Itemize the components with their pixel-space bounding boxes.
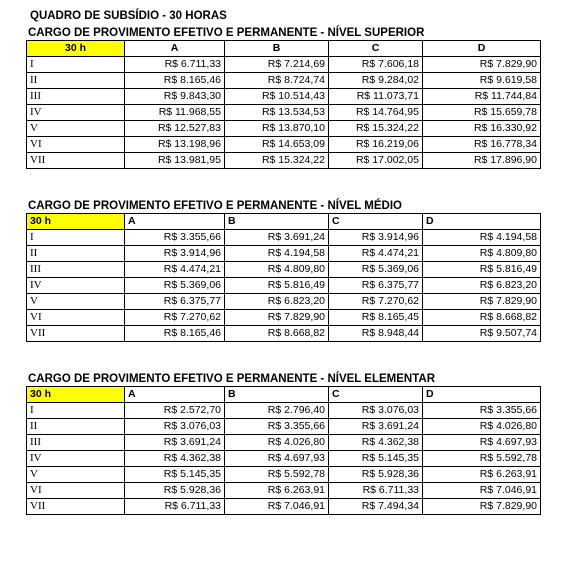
section-title: CARGO DE PROVIMENTO EFETIVO E PERMANENTE - NÍVEL MÉDIO [28, 200, 403, 212]
salary-cell: R$ 3.355,66 [423, 403, 541, 419]
salary-cell: R$ 8.165,46 [125, 73, 225, 89]
level-cell: VII [27, 153, 125, 169]
table-row [27, 326, 541, 342]
header-cell-class: D [423, 387, 541, 403]
table-row [27, 73, 541, 89]
header-cell-class: C [329, 41, 423, 57]
table-row [27, 403, 541, 419]
level-cell: II [27, 246, 125, 262]
salary-cell: R$ 6.711,33 [329, 483, 423, 499]
header-cell-class: B [225, 387, 329, 403]
salary-cell: R$ 5.816,49 [225, 278, 329, 294]
salary-cell: R$ 4.194,58 [225, 246, 329, 262]
salary-cell: R$ 6.823,20 [423, 278, 541, 294]
salary-cell: R$ 5.145,35 [329, 451, 423, 467]
salary-cell: R$ 17.002,05 [329, 153, 423, 169]
salary-cell: R$ 11.968,55 [125, 105, 225, 121]
salary-cell: R$ 4.026,80 [225, 435, 329, 451]
salary-cell: R$ 3.691,24 [225, 230, 329, 246]
salary-cell: R$ 13.981,95 [125, 153, 225, 169]
table-row [27, 294, 541, 310]
salary-cell: R$ 5.369,06 [329, 262, 423, 278]
level-cell: I [27, 230, 125, 246]
salary-cell: R$ 5.592,78 [225, 467, 329, 483]
table-row [27, 137, 541, 153]
level-cell: V [27, 294, 125, 310]
table-row [27, 451, 541, 467]
salary-cell: R$ 5.928,36 [125, 483, 225, 499]
salary-cell: R$ 3.076,03 [329, 403, 423, 419]
salary-cell: R$ 8.724,74 [225, 73, 329, 89]
salary-cell: R$ 5.592,78 [423, 451, 541, 467]
salary-table-superior [26, 40, 541, 169]
level-cell: VI [27, 310, 125, 326]
level-cell: II [27, 73, 125, 89]
salary-cell: R$ 3.691,24 [125, 435, 225, 451]
table-header-row [27, 387, 541, 403]
salary-table-elementar [26, 386, 541, 515]
salary-cell: R$ 6.711,33 [125, 499, 225, 515]
salary-cell: R$ 15.324,22 [225, 153, 329, 169]
level-cell: IV [27, 278, 125, 294]
salary-cell: R$ 6.263,91 [423, 467, 541, 483]
salary-cell: R$ 15.324,22 [329, 121, 423, 137]
table-row [27, 278, 541, 294]
table-row [27, 419, 541, 435]
salary-cell: R$ 16.778,34 [423, 137, 541, 153]
level-cell: VII [27, 499, 125, 515]
salary-cell: R$ 9.619,58 [423, 73, 541, 89]
salary-cell: R$ 14.653,09 [225, 137, 329, 153]
salary-cell: R$ 7.270,62 [329, 294, 423, 310]
table-row [27, 89, 541, 105]
salary-cell: R$ 2.796,40 [225, 403, 329, 419]
salary-cell: R$ 13.534,53 [225, 105, 329, 121]
table-row [27, 435, 541, 451]
salary-cell: R$ 4.474,21 [125, 262, 225, 278]
level-cell: VII [27, 326, 125, 342]
header-cell-class: A [125, 387, 225, 403]
table-row [27, 262, 541, 278]
table-header-row [27, 214, 541, 230]
section-title: CARGO DE PROVIMENTO EFETIVO E PERMANENTE - NÍVEL ELEMENTAR [28, 373, 436, 385]
level-cell: V [27, 467, 125, 483]
salary-cell: R$ 11.744,84 [423, 89, 541, 105]
page-title: QUADRO DE SUBSÍDIO - 30 HORAS [30, 10, 227, 22]
salary-cell: R$ 7.829,90 [423, 294, 541, 310]
salary-cell: R$ 14.764,95 [329, 105, 423, 121]
salary-cell: R$ 6.375,77 [125, 294, 225, 310]
salary-cell: R$ 12.527,83 [125, 121, 225, 137]
salary-cell: R$ 13.198,96 [125, 137, 225, 153]
salary-cell: R$ 3.355,66 [225, 419, 329, 435]
salary-cell: R$ 7.046,91 [423, 483, 541, 499]
salary-table-medio [26, 213, 541, 342]
table-row [27, 153, 541, 169]
salary-cell: R$ 8.948,44 [329, 326, 423, 342]
salary-cell: R$ 5.145,35 [125, 467, 225, 483]
salary-cell: R$ 6.711,33 [125, 57, 225, 73]
header-cell-class: A [125, 214, 225, 230]
salary-cell: R$ 9.284,02 [329, 73, 423, 89]
header-cell-class: D [423, 41, 541, 57]
level-cell: III [27, 435, 125, 451]
salary-cell: R$ 4.809,80 [423, 246, 541, 262]
salary-cell: R$ 7.494,34 [329, 499, 423, 515]
header-cell-class: C [329, 214, 423, 230]
salary-cell: R$ 4.474,21 [329, 246, 423, 262]
salary-cell: R$ 7.829,90 [423, 499, 541, 515]
table-row [27, 483, 541, 499]
salary-cell: R$ 7.270,62 [125, 310, 225, 326]
table-row [27, 246, 541, 262]
salary-cell: R$ 8.165,45 [329, 310, 423, 326]
salary-cell: R$ 4.809,80 [225, 262, 329, 278]
salary-cell: R$ 6.263,91 [225, 483, 329, 499]
salary-cell: R$ 7.606,18 [329, 57, 423, 73]
level-cell: VI [27, 137, 125, 153]
salary-cell: R$ 7.829,90 [423, 57, 541, 73]
salary-cell: R$ 8.165,46 [125, 326, 225, 342]
section-nivel-medio [26, 199, 540, 342]
salary-cell: R$ 16.219,06 [329, 137, 423, 153]
salary-cell: R$ 3.914,96 [329, 230, 423, 246]
salary-cell: R$ 5.928,36 [329, 467, 423, 483]
level-cell: II [27, 419, 125, 435]
salary-cell: R$ 4.194,58 [423, 230, 541, 246]
table-row [27, 57, 541, 73]
salary-cell: R$ 13.870,10 [225, 121, 329, 137]
section-nivel-elementar [26, 372, 540, 515]
header-cell-hours: 30 h [27, 41, 125, 57]
salary-cell: R$ 8.668,82 [423, 310, 541, 326]
table-row [27, 230, 541, 246]
salary-cell: R$ 10.514,43 [225, 89, 329, 105]
salary-cell: R$ 7.829,90 [225, 310, 329, 326]
salary-cell: R$ 11.073,71 [329, 89, 423, 105]
header-cell-class: B [225, 214, 329, 230]
section-title: CARGO DE PROVIMENTO EFETIVO E PERMANENTE - NÍVEL SUPERIOR [28, 27, 425, 39]
header-cell-hours: 30 h [27, 214, 125, 230]
salary-cell: R$ 9.507,74 [423, 326, 541, 342]
salary-cell: R$ 4.697,93 [225, 451, 329, 467]
table-header-row [27, 41, 541, 57]
table-row [27, 310, 541, 326]
level-cell: V [27, 121, 125, 137]
header-cell-hours: 30 h [27, 387, 125, 403]
salary-cell: R$ 4.697,93 [423, 435, 541, 451]
level-cell: IV [27, 451, 125, 467]
salary-cell: R$ 6.823,20 [225, 294, 329, 310]
salary-cell: R$ 3.355,66 [125, 230, 225, 246]
level-cell: I [27, 57, 125, 73]
header-cell-class: D [423, 214, 541, 230]
salary-cell: R$ 17.896,90 [423, 153, 541, 169]
salary-cell: R$ 4.362,38 [329, 435, 423, 451]
salary-cell: R$ 15.659,78 [423, 105, 541, 121]
salary-cell: R$ 7.046,91 [225, 499, 329, 515]
table-row [27, 499, 541, 515]
header-cell-class: C [329, 387, 423, 403]
level-cell: I [27, 403, 125, 419]
salary-cell: R$ 16.330,92 [423, 121, 541, 137]
header-cell-class: A [125, 41, 225, 57]
salary-cell: R$ 2.572,70 [125, 403, 225, 419]
section-nivel-superior [26, 26, 540, 169]
salary-cell: R$ 3.691,24 [329, 419, 423, 435]
level-cell: III [27, 89, 125, 105]
table-row [27, 467, 541, 483]
header-cell-class: B [225, 41, 329, 57]
salary-cell: R$ 7.214,69 [225, 57, 329, 73]
salary-cell: R$ 3.076,03 [125, 419, 225, 435]
salary-cell: R$ 6.375,77 [329, 278, 423, 294]
salary-cell: R$ 3.914,96 [125, 246, 225, 262]
salary-cell: R$ 9.843,30 [125, 89, 225, 105]
salary-cell: R$ 8.668,82 [225, 326, 329, 342]
salary-cell: R$ 4.026,80 [423, 419, 541, 435]
salary-cell: R$ 4.362,38 [125, 451, 225, 467]
level-cell: IV [27, 105, 125, 121]
salary-cell: R$ 5.816,49 [423, 262, 541, 278]
level-cell: III [27, 262, 125, 278]
salary-cell: R$ 5.369,06 [125, 278, 225, 294]
level-cell: VI [27, 483, 125, 499]
table-row [27, 121, 541, 137]
table-row [27, 105, 541, 121]
